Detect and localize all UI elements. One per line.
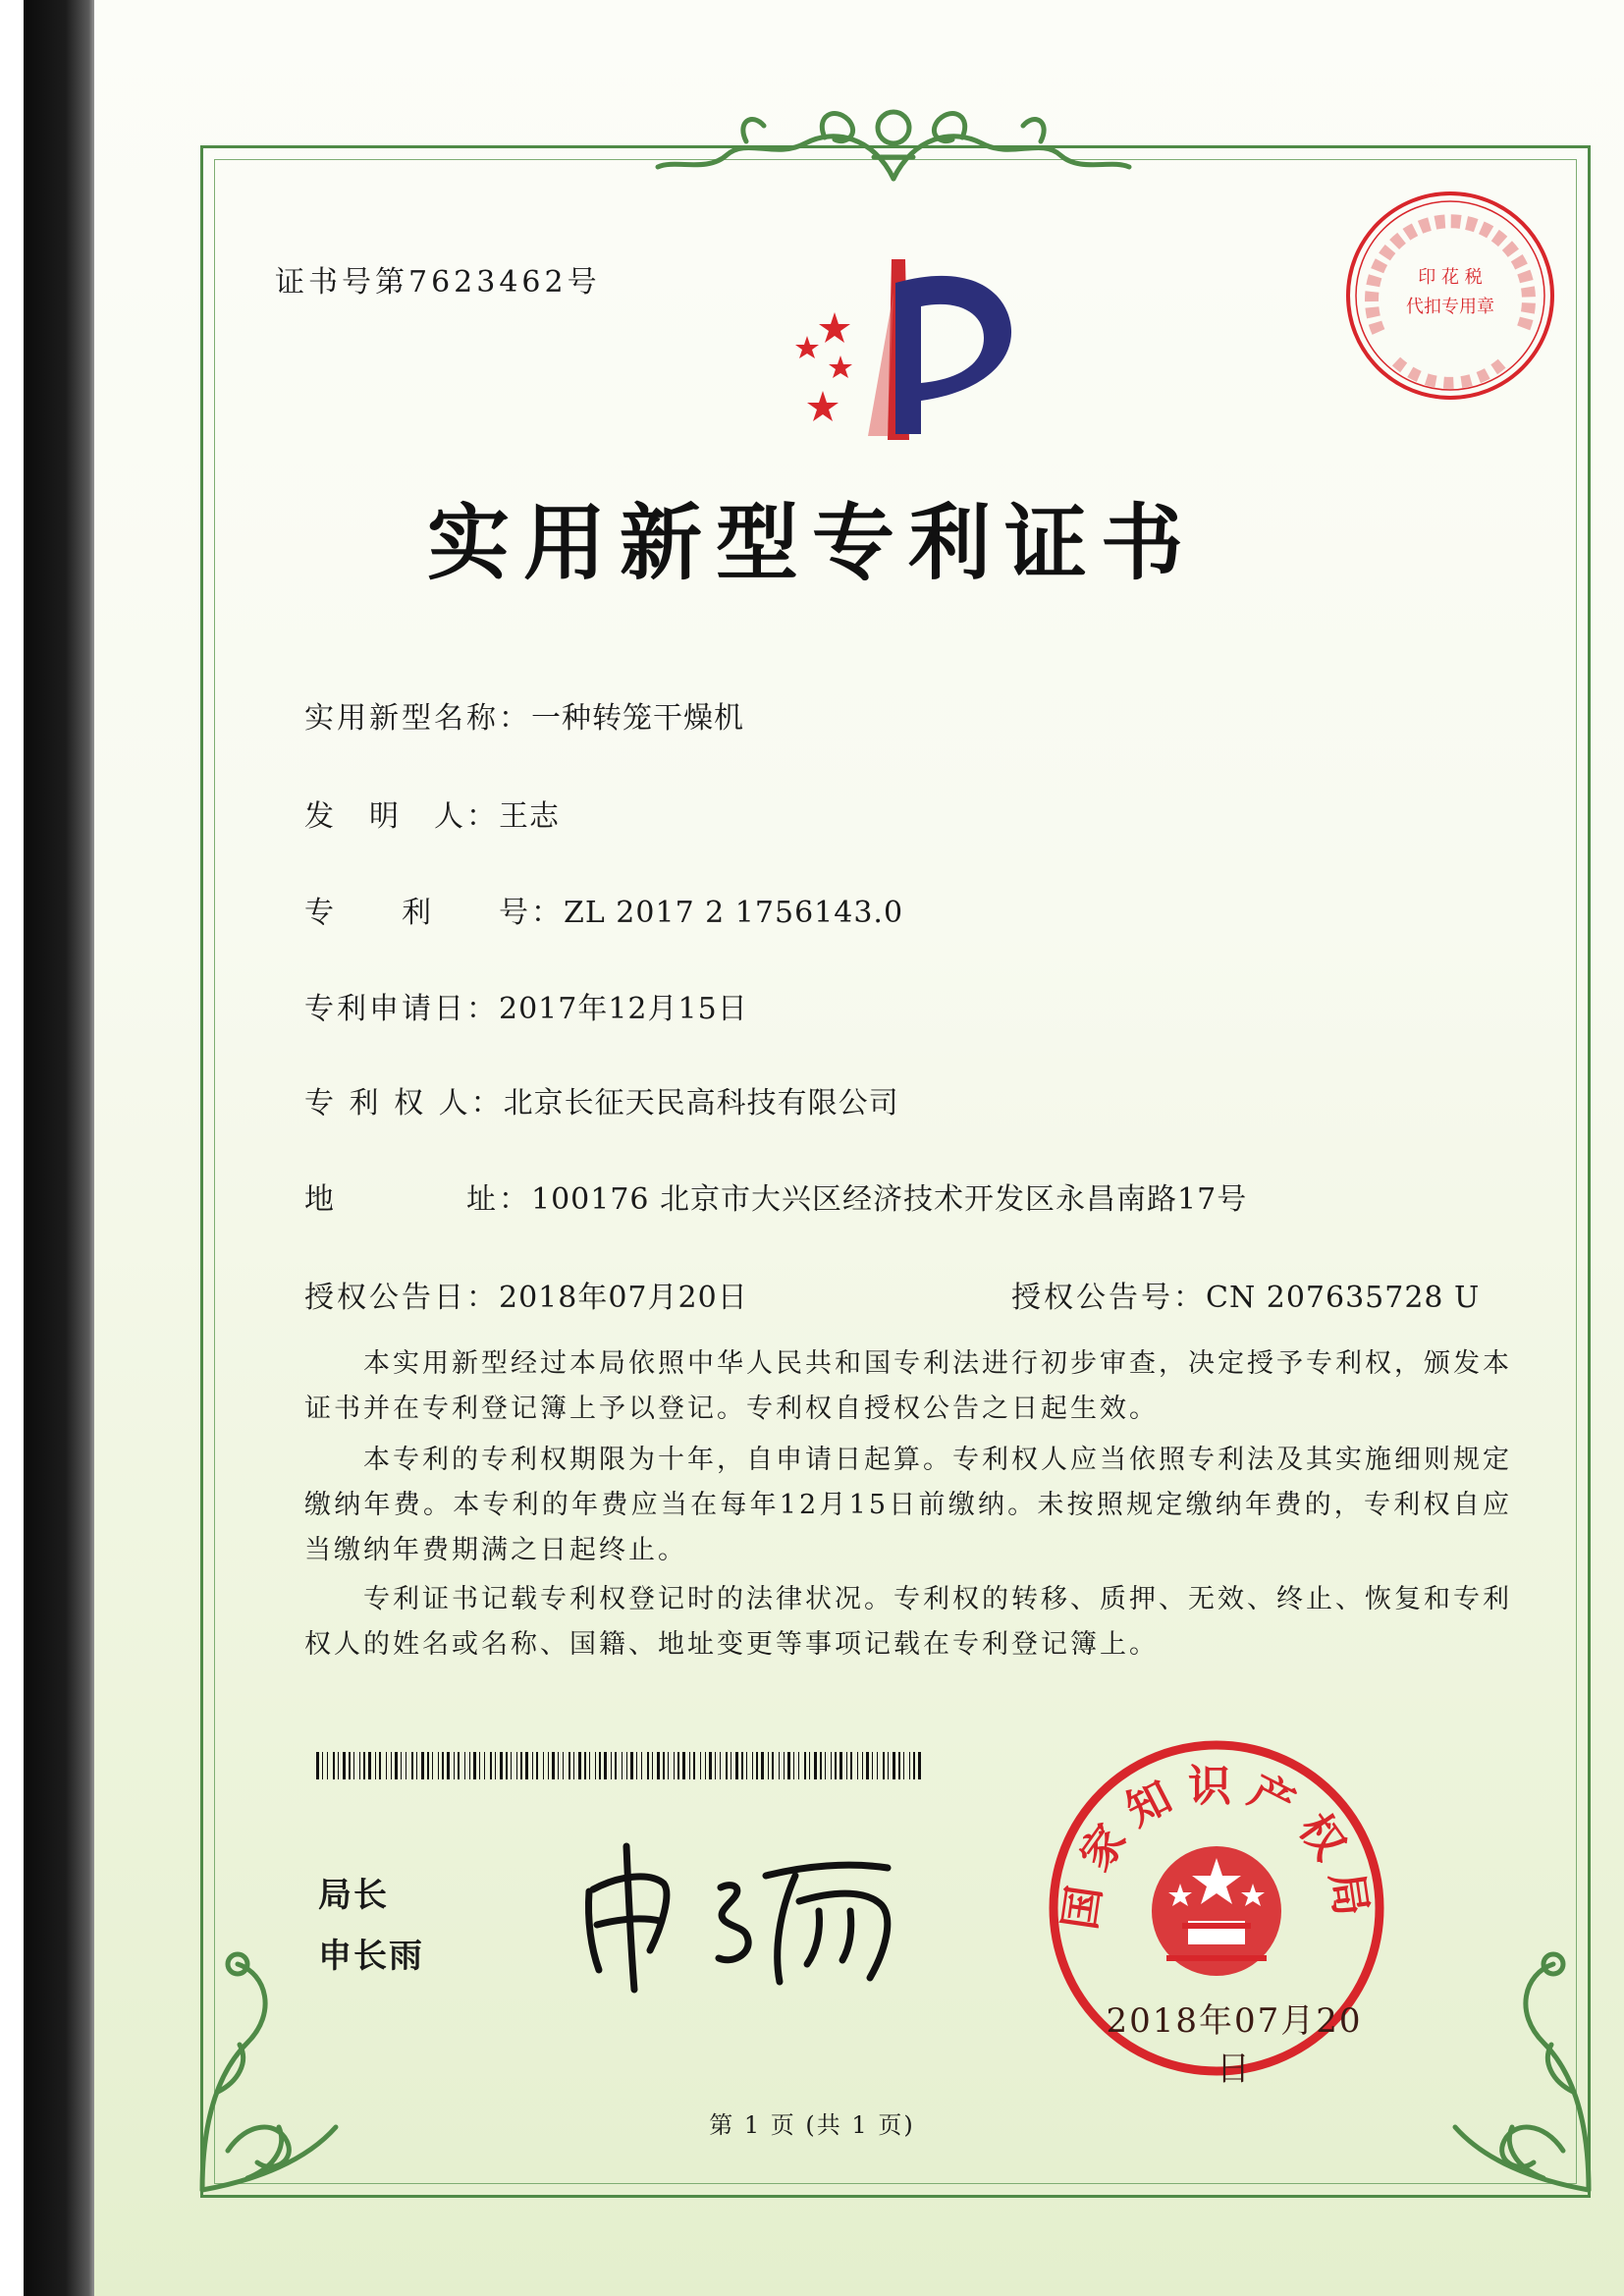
field-value: 100176 北京市大兴区经济技术开发区永昌南路17号 (531, 1182, 1248, 1217)
field-value: 2018年07月20日 (499, 1281, 748, 1315)
seal-date: 2018年07月20日 (1106, 2001, 1363, 2089)
field-address (304, 1175, 1247, 1218)
svg-text:代扣专用章: 代扣专用章 (1406, 297, 1494, 317)
field-filing-date (304, 984, 748, 1027)
field-value: 一种转笼干燥机 (531, 701, 744, 736)
corner-ornament-right (1435, 1935, 1602, 2200)
page-number: 第 1 页 (共 1 页) (709, 2111, 915, 2139)
field-utility-model-name (304, 693, 744, 737)
paragraph-text: 本专利的专利权期限为十年，自申请日起算。专利权人应当依照专利法及其实施细则规定缴纳年费。本专利的年费应当在每年12月15日前缴纳。未按照规定缴纳年费的，专利权自应当缴纳年费期满之日起终止。 (304, 1445, 1512, 1565)
certificate-number: 证书号第7623462号 (275, 265, 601, 300)
field-label: 专 利 号： (304, 896, 564, 930)
director-title: 局长 (318, 1876, 389, 1915)
field-announcement-date (304, 1273, 748, 1316)
field-value: ZL 2017 2 1756143.0 (564, 896, 904, 930)
top-ornament (628, 98, 1159, 189)
field-label: 授权公告日： (304, 1281, 499, 1315)
certificate-title: 实用新型专利证书 (426, 494, 1197, 591)
barcode (316, 1752, 923, 1779)
field-patentee (304, 1078, 899, 1121)
director-name: 申长雨 (318, 1937, 424, 1976)
field-label: 发 明 人： (304, 799, 499, 834)
field-inventor (304, 792, 560, 835)
field-value: 北京长征天民高科技有限公司 (503, 1086, 899, 1121)
field-patent-number (304, 888, 903, 931)
svg-text:印 花 税: 印 花 税 (1418, 267, 1483, 288)
patent-office-logo (766, 253, 1031, 450)
field-label: 实用新型名称： (304, 701, 531, 736)
seal-text: 国家知识产权局 (1055, 1761, 1379, 1934)
field-label: 地 址： (304, 1182, 531, 1217)
field-announcement-number (1011, 1273, 1480, 1316)
field-label: 专 利 权 人： (304, 1086, 504, 1121)
field-value: 王志 (499, 799, 560, 834)
paragraph-text: 专利证书记载专利权登记时的法律状况。专利权的转移、质押、无效、终止、恢复和专利权人的姓名或名称、国籍、地址变更等事项记载在专利登记簿上。 (304, 1584, 1512, 1660)
field-label: 专利申请日： (304, 992, 499, 1026)
director-signature (573, 1832, 921, 1994)
field-label: 授权公告号： (1011, 1281, 1206, 1315)
field-value: 2017年12月15日 (499, 992, 748, 1026)
body-paragraph-2 (304, 1438, 1512, 1573)
paragraph-text: 本实用新型经过本局依照中华人民共和国专利法进行初步审查，决定授予专利权，颁发本证书并在专利登记簿上予以登记。专利权自授权公告之日起生效。 (304, 1348, 1512, 1424)
tax-stamp (1339, 185, 1561, 407)
body-paragraph-3 (304, 1577, 1512, 1667)
body-paragraph-1 (304, 1341, 1512, 1432)
field-value: CN 207635728 U (1206, 1281, 1481, 1315)
scan-edge (24, 0, 100, 2296)
